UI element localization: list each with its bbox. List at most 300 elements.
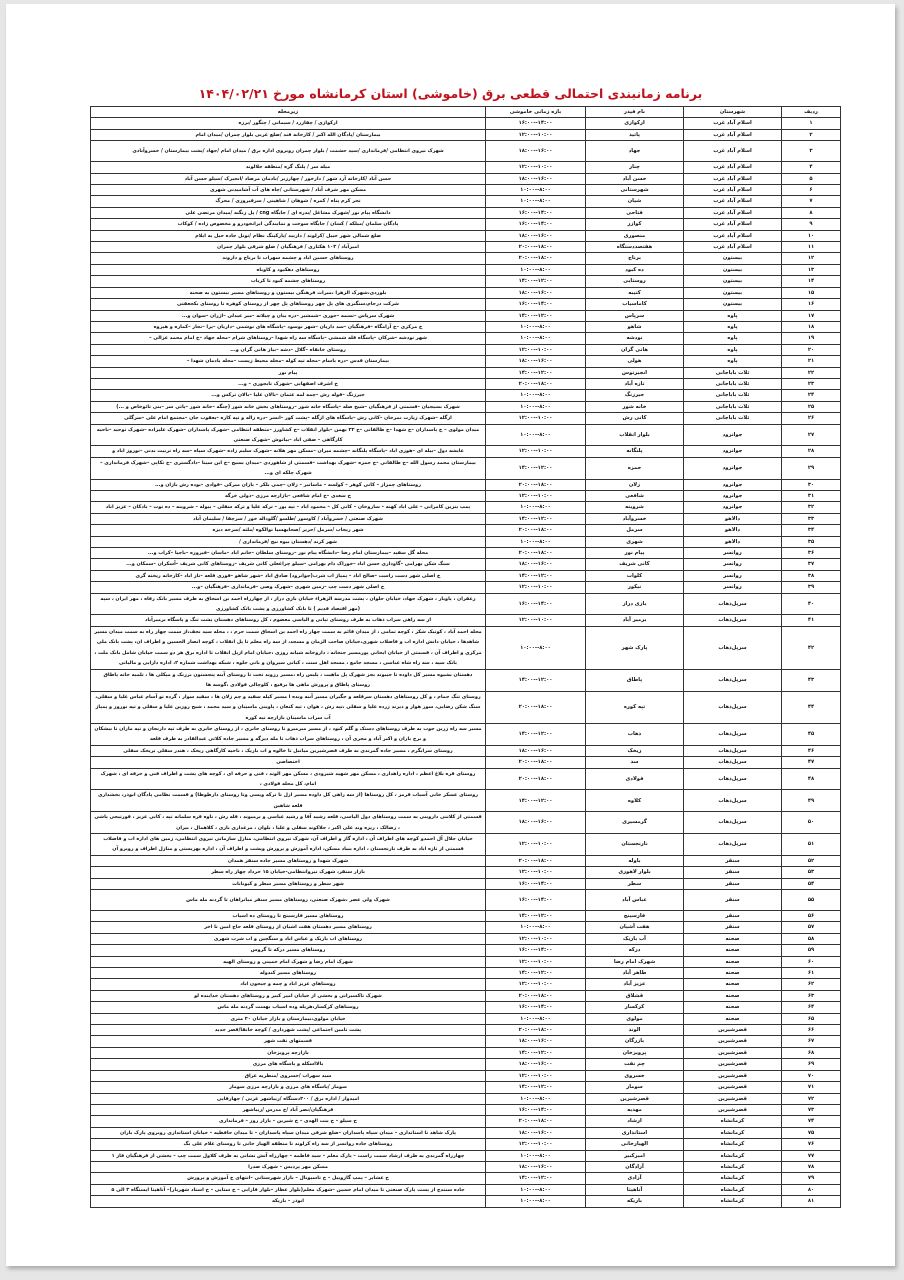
feeder-cell: پاطاق <box>586 669 684 691</box>
sub-area-cell: قسمتهای نفت شهر <box>91 1036 486 1047</box>
table-row <box>91 723 841 745</box>
county-cell: ثلاث باباجانی <box>684 401 782 412</box>
header-feeder: نام فیدر <box>586 107 684 118</box>
row-number: ۳۱ <box>782 491 841 502</box>
county-cell: کرمانشاه <box>684 1196 782 1207</box>
county-cell: سرپل‌ذهاب <box>684 812 782 834</box>
sub-area-cell: شهر سطر و روستاهای مسیر سطر و کیونانات <box>91 878 486 889</box>
table-row <box>91 162 841 173</box>
feeder-cell: عزیز آباد <box>586 979 684 990</box>
county-cell: ثلاث باباجانی <box>684 413 782 424</box>
table-row <box>91 593 841 615</box>
county-cell: پاوه <box>684 310 782 321</box>
sub-area-cell: روستای قره بلاغ اعظم ، اداره راهداری ، مسکن مهر شهید شیرودی ، مسکن مهر الوند ، فنی و حرفه ای ، کوچه های پشت و اطراف فنی و حرفه ای ، شهرک امام، کل محله فولادی ، <box>91 768 486 790</box>
table-row <box>91 1104 841 1115</box>
county-cell: ثلاث باباجانی <box>684 390 782 401</box>
table-row <box>91 626 841 669</box>
table-row <box>91 1036 841 1047</box>
county-cell: قصرشیرین <box>684 1070 782 1081</box>
time-window-cell: ۱۲:۰۰--۱۴:۰۰ <box>486 276 586 287</box>
row-number: ۶ <box>782 185 841 196</box>
county-cell: پاوه <box>684 356 782 367</box>
sub-area-cell: بازار سنقر، شهرک نیروانتظامی-خیابان ۱۵ خرداد چهار راه سطر <box>91 867 486 878</box>
feeder-cell: بازی دراز <box>586 593 684 615</box>
time-window-cell: ۸:۰۰--۱۰:۰۰ <box>486 321 586 332</box>
sub-area-cell: پادگان سلمان /میلکه / کسان / جایگاه سوخت و نمایندگی ایرانخودرو و مخصوص زاده / کوکاب <box>91 219 486 230</box>
sub-area-cell: شهرک سرپاس –نسمه –جوری –شمشیر –دره بیان و چیلانه –میر عبدلی –اژران –سوان و... <box>91 310 486 321</box>
county-cell: روانسر <box>684 559 782 570</box>
row-number: ۳۵ <box>782 536 841 547</box>
table-row <box>91 424 841 446</box>
county-cell: بیستون <box>684 276 782 287</box>
header-time-window: بازه زمانی خاموشی <box>486 107 586 118</box>
county-cell: اسلام آباد غرب <box>684 162 782 173</box>
time-window-cell: ۱۲:۰۰--۱۴:۰۰ <box>486 310 586 321</box>
table-row <box>91 1002 841 1013</box>
sub-area-cell: روستاهای حسین اباد و چشمه سهراب تا برناج و داروند <box>91 253 486 264</box>
time-window-cell: ۱۴:۰۰--۱۶:۰۰ <box>486 593 586 615</box>
sub-area-cell: شهرک نیروی انتظامی /فرمانداری /سید حشمت / بلوار چمران روبروی اداره برق / میدان امام /جهاد /پشت بیمارستان / خسروآبادی <box>91 141 486 162</box>
feeder-cell: شاهو <box>586 321 684 332</box>
time-window-cell: ۱۸:۰۰--۲۰:۰۰ <box>486 548 586 559</box>
county-cell: سرپل‌ذهاب <box>684 757 782 768</box>
table-row <box>91 1047 841 1058</box>
county-cell: قصرشیرین <box>684 1059 782 1070</box>
row-number: ۳۲ <box>782 502 841 513</box>
table-row <box>91 502 841 513</box>
row-number: ۶۶ <box>782 1025 841 1036</box>
row-number: ۱۹ <box>782 333 841 344</box>
feeder-cell: استانداری <box>586 1127 684 1138</box>
table-row <box>91 1082 841 1093</box>
table-row <box>91 1161 841 1172</box>
county-cell: اسلام آباد غرب <box>684 196 782 207</box>
table-row <box>91 536 841 547</box>
row-number: ۴۰ <box>782 593 841 615</box>
feeder-cell: قشلاق <box>586 990 684 1001</box>
county-cell: سنقر <box>684 911 782 922</box>
sub-area-cell: شهرک بسیجیان –قسمتی از فرهنگیان –شیخ صله –پاسگاه خانه شور –روستاهای بخش خانه شور (چنگه –خانه شور –پاتی سر –بنی نائوخاص و ...) <box>91 401 486 412</box>
row-number: ۳۳ <box>782 513 841 524</box>
row-number: ۵۲ <box>782 855 841 866</box>
county-cell: صحنه <box>684 1002 782 1013</box>
row-number: ۴۱ <box>782 615 841 626</box>
county-cell: سرپل‌ذهاب <box>684 626 782 669</box>
row-number: ۷۱ <box>782 1082 841 1093</box>
feeder-cell: شیان <box>586 196 684 207</box>
row-number: ۵۷ <box>782 922 841 933</box>
row-number: ۵۱ <box>782 833 841 855</box>
county-cell: اسلام آباد غرب <box>684 219 782 230</box>
county-cell: سرپل‌ذهاب <box>684 745 782 756</box>
row-number: ۳۹ <box>782 582 841 593</box>
county-cell: جوانرود <box>684 479 782 490</box>
feeder-cell: سد <box>586 757 684 768</box>
feeder-cell: پرویزخان <box>586 1047 684 1058</box>
table-row <box>91 287 841 298</box>
row-number: ۲۲ <box>782 367 841 378</box>
table-row <box>91 1116 841 1127</box>
feeder-cell: مولوی <box>586 1013 684 1024</box>
feeder-cell: درکه <box>586 945 684 956</box>
table-row <box>91 1070 841 1081</box>
time-window-cell: ۱۸:۰۰--۲۰:۰۰ <box>486 990 586 1001</box>
feeder-cell: کتیبه <box>586 287 684 298</box>
feeder-cell: شهرک امام رضا <box>586 956 684 967</box>
sub-area-cell: مسکن مهر شرف آباد / شهرستانی /چاه های آب آشامیدنی شهری <box>91 185 486 196</box>
table-row <box>91 1059 841 1070</box>
table-row <box>91 446 841 457</box>
time-window-cell: ۸:۰۰--۱۰:۰۰ <box>486 1013 586 1024</box>
row-number: ۶۵ <box>782 1013 841 1024</box>
table-row <box>91 378 841 389</box>
header-row-number: ردیف <box>782 107 841 118</box>
time-window-cell: ۱۰:۰۰--۱۲:۰۰ <box>486 162 586 173</box>
table-row <box>91 757 841 768</box>
feeder-cell: الهیارخانی <box>586 1139 684 1150</box>
feeder-cell: خانه شور <box>586 401 684 412</box>
table-row <box>91 669 841 691</box>
feeder-cell: زلان <box>586 479 684 490</box>
feeder-cell: روستایی <box>586 276 684 287</box>
table-row <box>91 141 841 162</box>
feeder-cell: برمیر آباد <box>586 615 684 626</box>
table-row <box>91 264 841 275</box>
time-window-cell: ۸:۰۰--۱۰:۰۰ <box>486 1093 586 1104</box>
feeder-cell: شهری <box>586 536 684 547</box>
row-number: ۴۴ <box>782 691 841 723</box>
table-row <box>91 890 841 911</box>
time-window-cell: ۱۸:۰۰--۲۰:۰۰ <box>486 479 586 490</box>
row-number: ۴ <box>782 162 841 173</box>
table-row <box>91 691 841 723</box>
table-row <box>91 548 841 559</box>
time-window-cell: ۸:۰۰--۱۰:۰۰ <box>486 1184 586 1195</box>
time-window-cell: ۸:۰۰--۱۰:۰۰ <box>486 196 586 207</box>
sub-area-cell: روستاهای مسیر کندوله <box>91 968 486 979</box>
county-cell: روانسر <box>684 582 782 593</box>
feeder-cell: فارسینج <box>586 911 684 922</box>
row-number: ۱۲ <box>782 253 841 264</box>
county-cell: دالاهو <box>684 525 782 536</box>
sub-area-cell: شهر کرند /دهستان بیوه نیج /فرمانداری / <box>91 536 486 547</box>
feeder-cell: فولادی <box>586 768 684 790</box>
time-window-cell: ۸:۰۰--۱۰:۰۰ <box>486 626 586 669</box>
county-cell: جوانرود <box>684 491 782 502</box>
table-row <box>91 615 841 626</box>
document-page <box>6 4 895 1266</box>
sub-area-cell: شهر نودشه –شرکان –پاسگاه قله شمشی –پاسگاه سه راه شهدا –روستاهای شرام –محله جهاد –خ امام محمد غزالی – <box>91 333 486 344</box>
feeder-cell: شافعی <box>586 491 684 502</box>
feeder-cell: هانی گران <box>586 344 684 355</box>
row-number: ۸۰ <box>782 1184 841 1195</box>
time-window-cell: ۱۸:۰۰--۲۰:۰۰ <box>486 757 586 768</box>
row-number: ۶۷ <box>782 1036 841 1047</box>
feeder-cell: سرمل <box>586 525 684 536</box>
time-window-cell: ۱۲:۰۰--۱۴:۰۰ <box>486 723 586 745</box>
county-cell: قصرشیرین <box>684 1093 782 1104</box>
sub-area-cell: روستای سرابگرم ، مسیر جاده گمرندی به طرف قصرشیرین میانبل تا خالوه و اب باریک ، ناحیه کارگاهی ریخک ، هندر سفلی بریخک سفلی <box>91 745 486 756</box>
table-row <box>91 1025 841 1036</box>
county-cell: جوانرود <box>684 446 782 457</box>
feeder-cell: مهدیه <box>586 1104 684 1115</box>
table-row <box>91 196 841 207</box>
sub-area-cell: خ اصلی شهر دست راست –صالح اباد – پمپاژ اب شرب(جوانرود) صادق اباد –شهر شاهو –قوری قلعه –ناز اباد –کارخانه ریخته گری <box>91 570 486 581</box>
row-number: ۴۳ <box>782 669 841 691</box>
feeder-cell: عباس آباد <box>586 890 684 911</box>
row-number: ۷۳ <box>782 1104 841 1115</box>
time-window-cell: ۱۰:۰۰--۱۲:۰۰ <box>486 867 586 878</box>
time-window-cell: ۱۲:۰۰--۱۴:۰۰ <box>486 570 586 581</box>
sub-area-cell: روستاهای دهکبود و کاوباه <box>91 264 486 275</box>
row-number: ۷۰ <box>782 1070 841 1081</box>
time-window-cell: ۱۶:۰۰--۱۸:۰۰ <box>486 1127 586 1138</box>
row-number: ۲۷ <box>782 424 841 446</box>
header-county: شهرستان <box>684 107 782 118</box>
time-window-cell: ۸:۰۰--۱۰:۰۰ <box>486 333 586 344</box>
sub-area-cell: شرکت درجام،سنگبری های پل چهر روستاهای پل چهر از روستای کوهره تا روستای بکجعفتی <box>91 299 486 310</box>
county-cell: سنقر <box>684 878 782 889</box>
time-window-cell: ۱۸:۰۰--۲۰:۰۰ <box>486 768 586 790</box>
feeder-cell: منصوری <box>586 230 684 241</box>
time-window-cell: ۱۸:۰۰--۲۰:۰۰ <box>486 378 586 389</box>
table-row <box>91 1173 841 1184</box>
county-cell: قصرشیرین <box>684 1036 782 1047</box>
row-number: ۵۵ <box>782 890 841 911</box>
sub-area-cell: مسیر سه راه زرین جوب به طرف روستاهای دستک و گلم کبود ، از مسیر میرمیرو تا روستای جابری ، از روستای جابری به طرف تپه دارنجان و تپه ماران تا بیشکان و برج باران و اکبر آباد و مجری آن ، روستاهای سراب ذهاب تا مله دیزگه و مسیر جاده کلاتی عبدالقادر به طرف قلعه <box>91 723 486 745</box>
row-number: ۴۲ <box>782 626 841 669</box>
county-cell: صحنه <box>684 956 782 967</box>
row-number: ۶۸ <box>782 1047 841 1058</box>
time-window-cell: ۱۶:۰۰--۱۸:۰۰ <box>486 1161 586 1172</box>
sub-area-cell: خیابان مولوی،بیمارستان و بازار خیابان ۴۰ متری <box>91 1013 486 1024</box>
time-window-cell: ۸:۰۰--۱۰:۰۰ <box>486 424 586 446</box>
time-window-cell: ۱۴:۰۰--۱۶:۰۰ <box>486 219 586 230</box>
time-window-cell: ۱۶:۰۰--۱۸:۰۰ <box>486 173 586 184</box>
county-cell: سرپل‌ذهاب <box>684 669 782 691</box>
row-number: ۶۲ <box>782 979 841 990</box>
table-row <box>91 219 841 230</box>
county-cell: کرمانشاه <box>684 1173 782 1184</box>
row-number: ۶۴ <box>782 1002 841 1013</box>
sub-area-cell: خ مرکزی –خ آرامگاه –فرهنگیان –سد داریان –شهر نوسود –پاسگاه های نوشمی –داریان –یرا –نجار –کماره و هیروه <box>91 321 486 332</box>
sub-area-cell: روستای عسکر خانی آسیاب قرمز ، کل روستاها (از سه راهی کل داوده مسیر ازل تا ترکه ویسی وتا روستای دارطوطا) و قسمت نظامی پادگان ابوذر، بخشداری قلعه شاهین <box>91 790 486 812</box>
time-window-cell: ۸:۰۰--۱۰:۰۰ <box>486 185 586 196</box>
table-row <box>91 582 841 593</box>
row-number: ۱۱ <box>782 242 841 253</box>
row-number: ۷۸ <box>782 1161 841 1172</box>
table-row <box>91 413 841 424</box>
sub-area-cell: بیمارستان /پادگان الله اکبر / کارخانه قند /ضلع غربی بلوار چمران /میدان امام <box>91 129 486 140</box>
time-window-cell: ۱۰:۰۰--۱۲:۰۰ <box>486 956 586 967</box>
sub-area-cell: روستاهای چمزاز – کانی کوهر – کولسه – ماسانیر – زلان –چمی بلکر – بازان میرکی –قوادی –بوده رش بازان و... <box>91 479 486 490</box>
county-cell: صحنه <box>684 990 782 1001</box>
time-window-cell: ۱۲:۰۰--۱۴:۰۰ <box>486 1047 586 1058</box>
row-number: ۵۸ <box>782 933 841 944</box>
county-cell: کرمانشاه <box>684 1139 782 1150</box>
table-row <box>91 491 841 502</box>
table-row <box>91 1196 841 1207</box>
feeder-cell: خسروی <box>586 1070 684 1081</box>
row-number: ۲۰ <box>782 344 841 355</box>
feeder-cell: ریخک <box>586 745 684 756</box>
feeder-cell: تازه آباد <box>586 378 684 389</box>
feeder-cell: آناهیتا <box>586 1184 684 1195</box>
table-row <box>91 344 841 355</box>
table-row <box>91 479 841 490</box>
row-number: ۵۳ <box>782 867 841 878</box>
sub-area-cell: سید سهراب /خسروی /منطریه عراق <box>91 1070 486 1081</box>
table-row <box>91 878 841 889</box>
sub-area-cell: روستاهای اب باریک و عباس اباد و سنگچین و اب شرب شهری <box>91 933 486 944</box>
sub-area-cell: پشت تامین اجتماعی /پشت شهرداری / کوچه خانقا/قصر جدید <box>91 1025 486 1036</box>
table-row <box>91 118 841 129</box>
table-row <box>91 321 841 332</box>
row-number: ۲۳ <box>782 378 841 389</box>
feeder-cell: باوله <box>586 855 684 866</box>
county-cell: کرمانشاه <box>684 1184 782 1195</box>
time-window-cell: ۸:۰۰--۱۰:۰۰ <box>486 401 586 412</box>
time-window-cell: ۱۴:۰۰--۱۶:۰۰ <box>486 207 586 218</box>
sub-area-cell: پمپ بنزین کامرانی – علی اباد کهنه – ساروخان – کانی کل – محمود اباد – تپه یور – ترکه علیا و ترکه سفلی – بیوله – شروینه – ده توت – بادکان – عزیز اباد <box>91 502 486 513</box>
feeder-cell: کاماسیاب <box>586 299 684 310</box>
feeder-cell: هولی <box>586 356 684 367</box>
row-number: ۵ <box>782 173 841 184</box>
feeder-cell: کانی شریف <box>586 559 684 570</box>
row-number: ۳۰ <box>782 479 841 490</box>
row-number: ۷۷ <box>782 1150 841 1161</box>
table-row <box>91 276 841 287</box>
row-number: ۲۵ <box>782 401 841 412</box>
sub-area-cell: حسن آباد /کارخانه آرد شهر / دارخور / چهارزبر /بادمان مرصاد /انجیرک /سیلو حسن آباد <box>91 173 486 184</box>
sub-area-cell: میله سر / پلنگ گره /منطقه جلالوند <box>91 162 486 173</box>
row-number: ۱۵ <box>782 287 841 298</box>
table-row <box>91 207 841 218</box>
sub-area-cell: ازگله –شهرک زیارت نمرخان –کانی رش –پاسگاه های ازگله –پشت کور –انسر –دره زاله و تپه کاره –یعقوب جان –مجتمع امام علی –سرگلی <box>91 413 486 424</box>
row-number: ۵۶ <box>782 911 841 922</box>
row-number: ۵۹ <box>782 945 841 956</box>
table-row <box>91 990 841 1001</box>
row-number: ۱۷ <box>782 310 841 321</box>
sub-area-cell: محله گل سفید –بیمارستان امام رضا –دانشگاه پیام نور –روستای سلطان –خانم اباد –ماسان –فیروزه –باجیا –کراب و... <box>91 548 486 559</box>
row-number: ۴۸ <box>782 768 841 790</box>
table-row <box>91 367 841 378</box>
table-row <box>91 1139 841 1150</box>
table-row <box>91 230 841 241</box>
table-row <box>91 956 841 967</box>
header-sub-area: زیرمحله <box>91 107 486 118</box>
county-cell: کرمانشاه <box>684 1161 782 1172</box>
feeder-cell: حمزه <box>586 457 684 479</box>
row-number: ۵۴ <box>782 878 841 889</box>
table-row <box>91 933 841 944</box>
table-row <box>91 457 841 479</box>
time-window-cell: ۱۰:۰۰--۱۲:۰۰ <box>486 615 586 626</box>
time-window-cell: ۱۲:۰۰--۱۴:۰۰ <box>486 669 586 691</box>
sub-area-cell: بالااسکله و پاسگاه های مرزی <box>91 1059 486 1070</box>
county-cell: دالاهو <box>684 513 782 524</box>
row-number: ۴۷ <box>782 757 841 768</box>
county-cell: اسلام آباد غرب <box>684 185 782 196</box>
time-window-cell: ۱۴:۰۰--۱۶:۰۰ <box>486 890 586 911</box>
sub-area-cell: روستاهای مسیر دهستان هفت اشیان از روستای قلعه حاج امین تا اخر <box>91 922 486 933</box>
row-number: ۷ <box>782 196 841 207</box>
sub-area-cell: عایشه دول –بیله ای –هوری اباد –پاسگاه پلنگانه –چشمه میران –مسکن مهر هلانه –شهرک سلیم زاده –شهرک سپاه –سه راه تربیت بدنی –نوروز اباد و <box>91 446 486 457</box>
row-number: ۲۸ <box>782 446 841 457</box>
table-row <box>91 1184 841 1195</box>
county-cell: سرپل‌ذهاب <box>684 768 782 790</box>
sub-area-cell: شهرک ولی عصر ،شهرک صنعتی، روستاهای مسیر سنقر میانراهان تا گردنه مله ماس <box>91 890 486 911</box>
county-cell: پاوه <box>684 321 782 332</box>
sub-area-cell: محله احمد آباد ، کوتیک شکر ، کوچه تمامی ، از میدان قائم به سمت چهار راه احمد بن اسحاق سمت حرم ، ، محله سید نجف،از سمت چهار راه به سمت میدان مسیر شاهدها ، خیابان دانش اداره اب و فاضلاب شهری،خیابان صاحب الزمان و مسجد، از سه راه معلم تا پل انقلاب ، کوچه انصار الحسین و اطراف ان، پشت بانک ملی مرکزی و اطراف آن ، قسمتی از خیابان ایخانی پورمسیر جنخانه ، داروخانه شبانه روزی ،خیابان امام ازپل انقلاب تا اداره برق هر دو سمت خیابان شامل بانک ملت ، بانک سپه ، سه راه شاه عباسی ، مسجد جامع ، مسجد اهل سنت ، کبانی سیروان و بانی جلوه ، شبکه بهداشت شماره ۲، اداره دارایی و مالیاتی <box>91 626 486 669</box>
sub-area-cell: مسکن مهر پردیس – شهرک صدرا <box>91 1161 486 1172</box>
row-number: ۲۹ <box>782 457 841 479</box>
table-row <box>91 333 841 344</box>
feeder-cell: شهرستانی <box>586 185 684 196</box>
sub-area-cell: روستاهای کرکسار،هریله وده اسیاب بهست گردنه مله ماس <box>91 1002 486 1013</box>
row-number: ۲۴ <box>782 390 841 401</box>
county-cell: قصرشیرین <box>684 1104 782 1115</box>
county-cell: سرپل‌ذهاب <box>684 790 782 812</box>
time-window-cell: ۸:۰۰--۱۰:۰۰ <box>486 1196 586 1207</box>
sub-area-cell: فرهنگیان/نصر آباد /خ مدرس /زیباشهر <box>91 1104 486 1115</box>
row-number: ۶۱ <box>782 968 841 979</box>
county-cell: سرپل‌ذهاب <box>684 723 782 745</box>
county-cell: بیستون <box>684 299 782 310</box>
county-cell: صحنه <box>684 933 782 944</box>
sub-area-cell: ضلع شمالی شهر حبیل /کرلوند / داربید /پارکینگ نظام /تونل جاده حبل به ایلام <box>91 230 486 241</box>
time-window-cell: ۱۲:۰۰--۱۴:۰۰ <box>486 1082 586 1093</box>
row-number: ۷۲ <box>782 1093 841 1104</box>
time-window-cell: ۱۰:۰۰--۱۲:۰۰ <box>486 933 586 944</box>
county-cell: ثلاث باباجانی <box>684 378 782 389</box>
county-cell: اسلام آباد غرب <box>684 173 782 184</box>
time-window-cell: ۱۰:۰۰--۱۲:۰۰ <box>486 979 586 990</box>
table-row <box>91 968 841 979</box>
county-cell: کرمانشاه <box>684 1127 782 1138</box>
sub-area-cell: خ عشایر – پمپ گازوییل – خ تاسیونال – بازار شهرستانی –انتهای خ آموزش و پرورش <box>91 1173 486 1184</box>
county-cell: سنقر <box>684 890 782 911</box>
feeder-cell: هفتصددستگاه <box>586 242 684 253</box>
county-cell: صحنه <box>684 945 782 956</box>
feeder-cell: نیکور <box>586 582 684 593</box>
row-number: ۷۴ <box>782 1116 841 1127</box>
time-window-cell: ۱۰:۰۰--۱۲:۰۰ <box>486 1070 586 1081</box>
row-number: ۶۰ <box>782 956 841 967</box>
row-number: ۴۵ <box>782 723 841 745</box>
sub-area-cell: سنگ شکن بهرامی –گاوداری حسن اباد –خوراک دام بهرامی –سیلو چراغعلی کانی شریف –روستاهای کانی شریف –آسکران –سمکان و... <box>91 559 486 570</box>
sub-area-cell: اختصاصی <box>91 757 486 768</box>
sub-area-cell: دانشگاه پیام نور /شهرک مشاغل /بدره ای / جایگاه cng / پل زنگنه /میدان مرتضی علی <box>91 207 486 218</box>
time-window-cell: ۱۶:۰۰--۱۸:۰۰ <box>486 141 586 162</box>
feeder-cell: کلاوه <box>586 790 684 812</box>
feeder-cell: کرکسار <box>586 1002 684 1013</box>
county-cell: جوانرود <box>684 424 782 446</box>
sub-area-cell: شهرک امام رضا و شهرک امام خمینی و روستای الهیه <box>91 956 486 967</box>
sub-area-cell: جاده سنندج از پست پارک صنعتی تا میدان امام حسین –شهرک معلم(بلوار عطار –بلوار فارابی – خ ستایی – خ استاد شهریار)– آناهیتا ایستگاه ۳ الی ۵ <box>91 1184 486 1195</box>
time-window-cell: ۱۲:۰۰--۱۴:۰۰ <box>486 911 586 922</box>
county-cell: پاوه <box>684 344 782 355</box>
time-window-cell: ۱۰:۰۰--۱۲:۰۰ <box>486 446 586 457</box>
feeder-cell: کانی رش <box>586 413 684 424</box>
county-cell: کرمانشاه <box>684 1116 782 1127</box>
table-row <box>91 1013 841 1024</box>
feeder-cell: امیرکبیر <box>586 1150 684 1161</box>
county-cell: سرپل‌ذهاب <box>684 593 782 615</box>
sub-area-cell: جیرزنگ –قوله رش –چمه لمه عثمان –بالان علیا –بالان ترکس و... <box>91 390 486 401</box>
sub-area-cell: روستاهای چشمه کبود تا کرباب <box>91 276 486 287</box>
sub-area-cell: ابوذر – باریکه <box>91 1196 486 1207</box>
